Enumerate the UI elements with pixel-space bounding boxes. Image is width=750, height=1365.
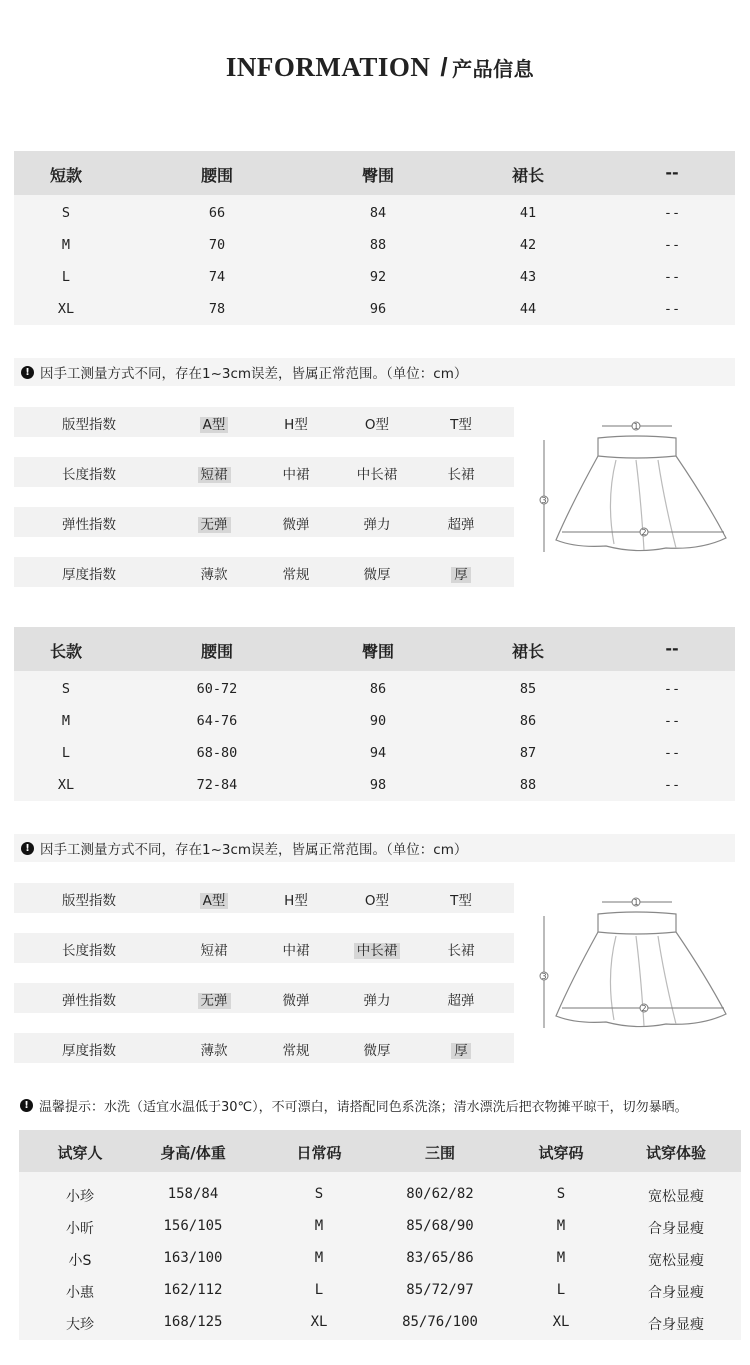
index-row	[14, 933, 514, 963]
table-cell: 88	[519, 777, 537, 793]
table-cell: 宽松显瘦	[648, 1253, 704, 1269]
column-header: 日常码	[296, 1144, 342, 1162]
column-header: 裙长	[511, 642, 544, 661]
index-option	[426, 463, 496, 483]
skirt-marker-2: 2	[641, 528, 647, 537]
index-option-text: 薄款	[200, 1043, 228, 1059]
table-cell: L	[314, 1282, 324, 1298]
index-label: 长度指数	[62, 943, 116, 959]
index-option-text: 常规	[282, 1043, 310, 1059]
table-row	[14, 673, 735, 705]
table-cell: 66	[208, 205, 226, 221]
table-cell: --	[663, 269, 681, 285]
index-option-text: 微厚	[363, 567, 391, 583]
short-size-table	[14, 151, 735, 325]
table-cell: 大珍	[66, 1317, 94, 1333]
index-option-text: T型	[450, 893, 472, 909]
index-option	[426, 939, 496, 959]
index-label: 版型指数	[62, 417, 116, 433]
table-cell: --	[663, 681, 681, 697]
skirt-marker-3: 3	[541, 496, 547, 505]
care-tip-text: 温馨提示：水洗（适宜水温低于30℃），不可漂白，请搭配同色系洗涤；清水漂洗后把衣物摊平晾干，切勿暴晒。	[39, 1100, 688, 1115]
index-option	[342, 563, 412, 583]
table-cell: 84	[369, 205, 387, 221]
table-cell: 88	[369, 237, 387, 253]
index-option	[342, 1039, 412, 1059]
table-row	[19, 1210, 741, 1242]
table-cell: S	[61, 205, 71, 221]
table-cell: 94	[369, 745, 387, 761]
table-cell: 168/125	[163, 1314, 223, 1330]
index-option-text: T型	[450, 417, 472, 433]
table-body	[14, 671, 735, 801]
index-option-text: O型	[364, 417, 390, 433]
page-title	[0, 52, 750, 83]
index-option-text: 微弹	[282, 993, 310, 1009]
index-option-text: 弹力	[363, 993, 391, 1009]
table-cell: 小S	[68, 1253, 92, 1269]
table-row	[19, 1178, 741, 1210]
table-cell: 156/105	[163, 1218, 223, 1234]
index-option	[179, 563, 249, 583]
index-option	[261, 513, 331, 533]
column-header: --	[665, 639, 679, 658]
index-option-text: 长裙	[447, 943, 475, 959]
index-option	[179, 463, 249, 483]
table-cell: 宽松显瘦	[648, 1189, 704, 1205]
table-cell: XL	[552, 1314, 570, 1330]
table-row	[19, 1242, 741, 1274]
table-cell: 86	[519, 713, 537, 729]
measurement-note-text: 因手工测量方式不同，存在1~3cm误差，皆属正常范围。（单位：cm）	[40, 842, 468, 858]
table-cell: M	[556, 1218, 566, 1234]
table-cell: S	[61, 681, 71, 697]
index-option	[261, 939, 331, 959]
index-option-text: 超弹	[447, 993, 475, 1009]
table-cell: M	[556, 1250, 566, 1266]
table-row	[14, 737, 735, 769]
table-cell: M	[61, 713, 71, 729]
index-option	[342, 513, 412, 533]
table-cell: S	[556, 1186, 566, 1202]
title-english: INFORMATION	[225, 52, 431, 82]
column-header: 试穿人	[57, 1144, 103, 1162]
table-cell: 70	[208, 237, 226, 253]
index-option-selected: 中长裙	[354, 943, 401, 959]
index-option	[342, 989, 412, 1009]
table-body	[19, 1172, 741, 1338]
index-row	[14, 983, 514, 1013]
index-option	[426, 1039, 496, 1059]
index-row	[14, 557, 514, 587]
table-row	[14, 705, 735, 737]
column-header: --	[665, 163, 679, 182]
table-cell: 85/68/90	[406, 1218, 474, 1234]
table-cell: 90	[369, 713, 387, 729]
table-cell: 83/65/86	[406, 1250, 474, 1266]
skirt-marker-3: 3	[541, 972, 547, 981]
index-option	[179, 513, 249, 533]
table-cell: --	[663, 301, 681, 317]
table-cell: L	[556, 1282, 566, 1298]
table-row	[14, 261, 735, 293]
index-option-selected: 无弹	[198, 517, 231, 533]
index-option-selected: 短裙	[198, 467, 231, 483]
skirt-marker-1: 1	[633, 898, 639, 907]
table-cell: 42	[519, 237, 537, 253]
index-option-selected: 厚	[451, 567, 471, 583]
measurement-note-2	[14, 834, 735, 862]
index-option	[179, 1039, 249, 1059]
column-header: 试穿体验	[645, 1144, 706, 1162]
table-cell: 92	[369, 269, 387, 285]
column-header: 三围	[424, 1144, 455, 1162]
index-option	[342, 463, 412, 483]
index-option	[426, 889, 496, 909]
table-cell: 小惠	[66, 1285, 94, 1301]
table-header	[14, 151, 735, 195]
table-cell: 87	[519, 745, 537, 761]
index-option-text: 中裙	[282, 943, 310, 959]
index-option	[179, 889, 249, 909]
table-row	[14, 197, 735, 229]
index-row	[14, 1033, 514, 1063]
index-option-text: H型	[284, 417, 308, 433]
index-label: 长度指数	[62, 467, 116, 483]
title-slash: /	[440, 52, 449, 82]
index-option-selected: 无弹	[198, 993, 231, 1009]
column-header: 短款	[49, 166, 82, 185]
table-cell: S	[314, 1186, 324, 1202]
column-header: 长款	[49, 642, 82, 661]
index-option-selected: A型	[200, 893, 229, 909]
table-cell: --	[663, 205, 681, 221]
table-cell: 小珍	[66, 1189, 94, 1205]
table-header	[19, 1130, 741, 1172]
index-option	[342, 413, 412, 433]
index-option	[261, 563, 331, 583]
index-option	[261, 413, 331, 433]
column-header: 身高/体重	[160, 1144, 226, 1162]
skirt-diagram-2	[536, 896, 736, 1046]
index-option-text: 短裙	[200, 943, 228, 959]
index-option	[342, 889, 412, 909]
table-cell: 158/84	[167, 1186, 219, 1202]
table-header	[14, 627, 735, 671]
table-row	[14, 769, 735, 801]
index-option-text: 长裙	[447, 467, 475, 483]
index-option-text: 薄款	[200, 567, 228, 583]
table-row	[19, 1274, 741, 1306]
index-option	[426, 413, 496, 433]
table-cell: 43	[519, 269, 537, 285]
table-cell: 74	[208, 269, 226, 285]
table-cell: 78	[208, 301, 226, 317]
index-option	[426, 563, 496, 583]
skirt-marker-2: 2	[641, 1004, 647, 1013]
skirt-waistband	[598, 912, 676, 934]
index-label: 厚度指数	[62, 1043, 116, 1059]
index-label: 版型指数	[62, 893, 116, 909]
index-option-text: 超弹	[447, 517, 475, 533]
column-header: 腰围	[200, 642, 233, 661]
table-cell: 合身显瘦	[648, 1285, 704, 1301]
table-cell: L	[61, 745, 71, 761]
index-option	[342, 939, 412, 959]
index-option-text: 中裙	[282, 467, 310, 483]
table-cell: 64-76	[196, 713, 238, 729]
warning-icon: !	[21, 366, 34, 379]
table-cell: 98	[369, 777, 387, 793]
table-cell: 162/112	[163, 1282, 223, 1298]
table-cell: 86	[369, 681, 387, 697]
column-header: 腰围	[200, 166, 233, 185]
table-row	[14, 293, 735, 325]
table-cell: XL	[310, 1314, 328, 1330]
index-option-text: 微厚	[363, 1043, 391, 1059]
table-cell: M	[61, 237, 71, 253]
index-option	[261, 463, 331, 483]
index-label: 弹性指数	[62, 517, 116, 533]
table-cell: XL	[57, 777, 75, 793]
index-option	[426, 989, 496, 1009]
table-cell: 163/100	[163, 1250, 223, 1266]
table-cell: 85/72/97	[406, 1282, 474, 1298]
table-cell: --	[663, 777, 681, 793]
index-option	[261, 1039, 331, 1059]
table-cell: 80/62/82	[406, 1186, 474, 1202]
index-option-text: 常规	[282, 567, 310, 583]
table-cell: M	[314, 1250, 324, 1266]
index-option	[179, 413, 249, 433]
table-cell: --	[663, 237, 681, 253]
warning-icon: !	[20, 1099, 33, 1112]
title-chinese: 产品信息	[452, 57, 535, 81]
table-cell: 85	[519, 681, 537, 697]
index-option	[179, 939, 249, 959]
table-cell: L	[61, 269, 71, 285]
table-body	[14, 195, 735, 325]
index-option-text: 弹力	[363, 517, 391, 533]
table-cell: 72-84	[196, 777, 238, 793]
measurement-note-text: 因手工测量方式不同，存在1~3cm误差，皆属正常范围。（单位：cm）	[40, 366, 468, 382]
column-header: 臀围	[361, 642, 394, 661]
table-cell: --	[663, 745, 681, 761]
index-row	[14, 883, 514, 913]
index-label: 厚度指数	[62, 567, 116, 583]
table-row	[19, 1306, 741, 1338]
index-option	[261, 989, 331, 1009]
table-row	[14, 229, 735, 261]
index-label: 弹性指数	[62, 993, 116, 1009]
table-cell: 小昕	[66, 1221, 94, 1237]
index-option-selected: 厚	[451, 1043, 471, 1059]
index-option	[179, 989, 249, 1009]
index-row	[14, 507, 514, 537]
column-header: 试穿码	[538, 1144, 584, 1162]
index-row	[14, 407, 514, 437]
warning-icon: !	[21, 842, 34, 855]
index-option-text: 微弹	[282, 517, 310, 533]
index-option-text: 中长裙	[356, 467, 398, 483]
table-cell: XL	[57, 301, 75, 317]
table-cell: 41	[519, 205, 537, 221]
index-option-text: H型	[284, 893, 308, 909]
try-on-table	[19, 1130, 741, 1340]
skirt-waistband	[598, 436, 676, 458]
table-cell: M	[314, 1218, 324, 1234]
index-option-selected: A型	[200, 417, 229, 433]
column-header: 臀围	[361, 166, 394, 185]
table-cell: 合身显瘦	[648, 1221, 704, 1237]
skirt-diagram-1	[536, 420, 736, 570]
table-cell: --	[663, 713, 681, 729]
table-cell: 68-80	[196, 745, 238, 761]
table-cell: 44	[519, 301, 537, 317]
table-cell: 合身显瘦	[648, 1317, 704, 1333]
long-size-table	[14, 627, 735, 801]
column-header: 裙长	[511, 166, 544, 185]
table-cell: 60-72	[196, 681, 238, 697]
measurement-note	[14, 358, 735, 386]
skirt-marker-1: 1	[633, 422, 639, 431]
table-cell: 85/76/100	[402, 1314, 478, 1330]
index-option-text: O型	[364, 893, 390, 909]
index-option	[261, 889, 331, 909]
index-row	[14, 457, 514, 487]
care-tip	[20, 1096, 750, 1115]
table-cell: 96	[369, 301, 387, 317]
index-option	[426, 513, 496, 533]
